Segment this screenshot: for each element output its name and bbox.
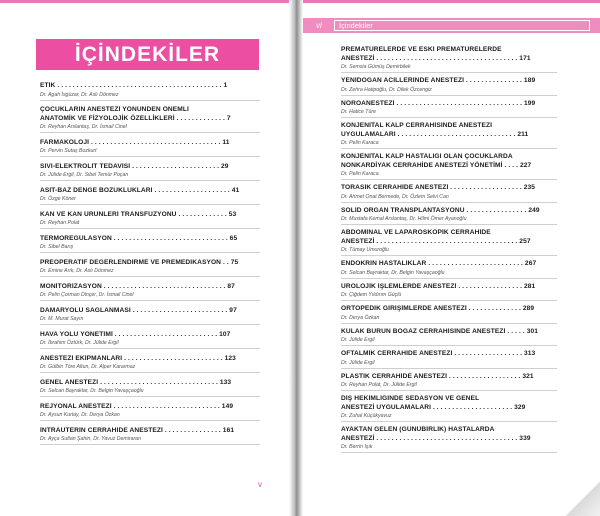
title-banner	[36, 39, 259, 70]
toc-entry-divider	[40, 180, 260, 181]
toc-entry[interactable]	[40, 283, 260, 302]
toc-entry-authors: Dr. Emine Arık, Dr. Aslı Dönmez	[40, 268, 114, 274]
toc-entry-authors: Dr. Ayça Sultan Şahin, Dr. Yavuz Demiraran	[40, 436, 141, 442]
toc-entry-title: KULAK BURUN BOĞAZ CERRAHİSİNDE ANESTEZİ . . . . . 301	[341, 327, 539, 335]
toc-entry-authors: Dr. Selcan Bayraktar, Dr. Belgin Yavaşçaoğlu	[341, 269, 445, 276]
toc-entry-divider	[341, 278, 557, 279]
toc-entry-authors: Dr. Jülide Ergil	[341, 359, 375, 366]
toc-entry-divider	[341, 368, 557, 369]
toc-entry-divider	[341, 202, 557, 203]
toc-entry-divider	[341, 345, 557, 346]
page-title: İÇİNDEKİLER	[74, 42, 221, 66]
toc-entry-authors: Dr. Derya Özkan	[341, 314, 380, 321]
toc-entry-divider	[40, 420, 260, 421]
toc-entry-authors: Dr. Aysun Kurtay, Dr. Derya Özkan	[40, 412, 120, 418]
toc-entry-title: PLASTİK CERRAHİDE ANESTEZİ . . . . . . . . . . . . . . . . . . . 321	[341, 372, 534, 380]
toc-entry-divider	[40, 396, 260, 397]
toc-entry-title: KAN VE KAN ÜRÜNLERİ TRANSFÜZYONU . . . . . . . . . . . . . 53	[40, 210, 237, 218]
toc-entry-authors: Dr. Mustafa Kemal Arslantaş, Dr. Hilmi Ömer Ayanoğlu	[341, 216, 467, 222]
toc-entry-authors: Dr. Pelin Karaca	[341, 171, 379, 177]
toc-entry-divider	[341, 323, 557, 324]
toc-entry-divider	[341, 224, 557, 225]
toc-entry-divider	[40, 324, 260, 325]
toc-entry-title: PREOPERATİF DEĞERLENDİRME VE PREMEDİKASYON . . 75	[40, 258, 239, 266]
toc-entry-divider	[341, 72, 557, 73]
left-page-number: v	[258, 480, 262, 489]
book-spine	[289, 0, 303, 516]
toc-entry-title: GENEL ANESTEZİ . . . . . . . . . . . . . . . . . . . . . . . . . . . . . . . 133	[40, 378, 232, 386]
toc-entry[interactable]	[40, 82, 260, 101]
toc-entry-authors: Dr. Pelin Karaca	[341, 140, 379, 146]
toc-entry-title: ETİK . . . . . . . . . . . . . . . . . . . . . . . . . . . . . . . . . . . . . . . . . . . 1	[40, 82, 228, 89]
toc-entry-authors: Dr. Pelin Çorman Dinçer, Dr. İsmail Cinel	[40, 292, 134, 298]
toc-entry-divider	[341, 95, 557, 96]
toc-entry-divider	[40, 132, 260, 133]
toc-entry-authors: Dr. M. Murat Sayın	[40, 316, 84, 322]
toc-entry-divider	[341, 117, 557, 118]
toc-entry[interactable]	[40, 355, 260, 374]
toc-entry[interactable]	[40, 307, 260, 326]
toc-entry-authors: Dr. Reyhan Polat	[40, 220, 80, 226]
running-header-title: İçindekiler	[339, 21, 373, 30]
toc-entry[interactable]	[341, 184, 557, 203]
right-top-strip	[303, 0, 600, 3]
toc-entry-divider	[40, 300, 260, 301]
toc-entry[interactable]	[341, 122, 557, 149]
toc-entry-title: SIVI-ELEKTROLİT TEDAVİSİ . . . . . . . . . . . . . . . . . . . . . . . 29	[40, 162, 229, 170]
toc-entry-title: KONJENİTAL KALP CERRAHİSİNDE ANESTEZİ UYGULAMALARI . . . . . . . . . . . . . . . . . . . . . . . . . . . . . . . 211	[341, 122, 529, 138]
toc-entry[interactable]	[341, 260, 557, 279]
toc-entry[interactable]	[40, 379, 260, 398]
toc-entry-authors: Dr. Sibel Barış	[40, 244, 74, 250]
right-page	[303, 0, 600, 516]
toc-entry-divider	[40, 348, 260, 349]
toc-entry-divider	[40, 228, 260, 229]
toc-entry-authors: Dr. Pervin Sutaş Bozkurt	[40, 148, 97, 154]
toc-entry-title: NÖROANESTEZİ . . . . . . . . . . . . . . . . . . . . . . . . . . . . . . . . . 199	[341, 99, 536, 107]
toc-entry[interactable]	[341, 305, 557, 324]
toc-entry-title: ANESTEZİ EKİPMANLARI . . . . . . . . . . . . . . . . . . . . . . . . . . 123	[40, 354, 236, 362]
toc-entry[interactable]	[341, 229, 557, 256]
toc-entry-title: YENİDOĞAN ACİLLERİNDE ANESTEZİ . . . . . . . . . . . . . . . 189	[341, 77, 536, 84]
toc-entry-authors: Dr. Reyhan Polat, Dr. Jülide Ergil	[341, 382, 417, 388]
toc-entry-authors: Dr. Çiğdem Yıldırım Güçlü	[341, 292, 402, 298]
toc-entry-title: DAMARYOLU SAĞLANMASI . . . . . . . . . . . . . . . . . . . . . . . . . 97	[40, 306, 237, 314]
toc-entry-title: FARMAKOLOJİ . . . . . . . . . . . . . . . . . . . . . . . . . . . . . . . . . . 11	[40, 138, 230, 146]
toc-entry[interactable]	[341, 328, 557, 347]
toc-entry-divider	[341, 148, 557, 149]
toc-entry-authors: Dr. Ahmet Onat Bermede, Dr. Özlem Selvi Can	[341, 193, 449, 200]
toc-entry-title: REJYONAL ANESTEZİ . . . . . . . . . . . . . . . . . . . . . . . . . . . . 149	[40, 402, 234, 410]
toc-entry-divider	[341, 179, 557, 180]
toc-entry[interactable]	[341, 395, 557, 422]
toc-entry-authors: Dr. Jülide Ergil, Dr. Sibel Temür Poçan	[40, 172, 129, 178]
toc-entry[interactable]	[40, 139, 260, 158]
toc-entry[interactable]	[40, 163, 260, 182]
toc-left-list	[40, 82, 260, 451]
toc-entry[interactable]	[40, 106, 260, 133]
toc-entry-divider	[341, 452, 557, 453]
toc-entry-title: ASİT-BAZ DENGE BOZUKLUKLARI . . . . . . . . . . . . . . . . . . . . 41	[40, 186, 240, 194]
toc-entry[interactable]	[341, 207, 557, 226]
toc-entry[interactable]	[341, 46, 557, 73]
toc-entry-divider	[40, 156, 260, 157]
toc-entry-title: TORASİK CERRAHİDE ANESTEZİ . . . . . . . . . . . . . . . . . . . 235	[341, 184, 536, 191]
toc-entry-authors: Dr. Agah İsgüzar, Dr. Aslı Dönmez	[40, 91, 119, 98]
toc-entry-divider	[341, 255, 557, 256]
toc-entry-divider	[40, 204, 260, 205]
toc-entry[interactable]	[341, 426, 557, 453]
toc-entry-authors: Dr. Semsia Gümüş Demirbilek	[341, 64, 411, 70]
left-top-strip	[0, 0, 289, 3]
toc-entry-authors: Dr. Reyhan Arslantaş, Dr. İsmail Cinel	[40, 124, 127, 130]
toc-entry-title: ORTOPEDİK GİRİŞİMLERDE ANESTEZİ . . . . . . . . . . . . . . 289	[341, 305, 535, 312]
toc-entry-title: TERMOREGÜLASYON . . . . . . . . . . . . . . . . . . . . . . . . . . . . . . 65	[40, 234, 238, 242]
toc-entry-divider	[40, 100, 260, 101]
toc-entry-title: DİŞ HEKİMLİĞİNDE SEDASYON VE GENEL ANESTEZİ UYGULAMALARI . . . . . . . . . . . . . . . . . . . . . 329	[341, 395, 526, 411]
toc-entry[interactable]	[341, 100, 557, 119]
toc-entry-divider	[341, 390, 557, 391]
toc-entry-title: KONJENİTAL KALP HASTALIĞI OLAN ÇOCUKLARDA NONKARDİYAK CERRAHİDE ANESTEZİ YÖNETİMİ . . . . 227	[341, 153, 532, 169]
toc-entry-title: SOLİD ORGAN TRANSPLANTASYONU . . . . . . . . . . . . . . . . 249	[341, 206, 540, 214]
toc-right-list	[341, 46, 557, 457]
running-header	[303, 18, 600, 33]
toc-entry[interactable]	[341, 153, 557, 180]
toc-entry-title: PREMATÜRELERDE VE ESKİ PREMATÜRELERDE ANESTEZİ . . . . . . . . . . . . . . . . . . . . . . . . . . . . . . . . . . . . . 171	[341, 46, 531, 62]
toc-entry-authors: Dr. Zuhal Küçükyavuz	[341, 413, 392, 419]
toc-entry-authors: Dr. Selcan Bayraktar, Dr. Belgin Yavaşçaoğlu	[40, 388, 144, 394]
toc-entry-divider	[40, 372, 260, 373]
toc-entry-title: ÇOCUKLARIN ANESTEZİ YÖNÜNDEN ÖNEMLİ ANATOMİK VE FİZYOLOJİK ÖZELLİKLERİ . . . . . . . . . . . . . 7	[40, 106, 231, 122]
toc-entry-authors: Dr. Jülide Ergil	[341, 337, 375, 343]
toc-entry[interactable]	[40, 211, 260, 230]
toc-entry[interactable]	[40, 235, 260, 254]
toc-entry-title: ABDOMİNAL VE LAPAROSKOPİK CERRAHİDE ANESTEZİ . . . . . . . . . . . . . . . . . . . . . . . . . . . . . . . . . . . . . 257	[341, 229, 531, 245]
toc-entry[interactable]	[341, 350, 557, 369]
toc-entry[interactable]	[341, 283, 557, 302]
left-page	[0, 0, 289, 516]
toc-entry-title: ENDOKRİN HASTALIKLAR . . . . . . . . . . . . . . . . . . . . . . . . . 267	[341, 260, 537, 267]
toc-entry-divider	[40, 276, 260, 277]
toc-entry-authors: Dr. Berrin Işık	[341, 444, 373, 450]
toc-entry-authors: Dr. Zehra Hatipoğlu, Dr. Dilek Özcengiz	[341, 86, 432, 93]
toc-entry-divider	[341, 300, 557, 301]
toc-entry-title: İNTRAUTERİN CERRAHİDE ANESTEZİ . . . . . . . . . . . . . . . 161	[40, 426, 235, 434]
toc-entry-title: HAVA YOLU YÖNETİMİ . . . . . . . . . . . . . . . . . . . . . . . . . . . 107	[40, 330, 231, 338]
toc-entry-authors: Dr. Özge Köner	[40, 196, 76, 202]
toc-entry[interactable]	[341, 77, 557, 96]
toc-entry[interactable]	[40, 427, 260, 446]
toc-entry[interactable]	[40, 187, 260, 206]
toc-entry-title: AYAKTAN GELEN (GÜNÜBİRLİK) HASTALARDA ANESTEZİ . . . . . . . . . . . . . . . . . . . . . . . . . . . . . . . . . . . . . 339	[341, 426, 531, 442]
toc-entry[interactable]	[40, 259, 260, 278]
right-page-number: vi	[316, 21, 322, 30]
toc-entry-authors: Dr. Hatice Türe	[341, 109, 376, 115]
toc-entry[interactable]	[40, 403, 260, 422]
toc-entry-divider	[40, 444, 260, 445]
toc-entry-authors: Dr. Gülbin Töre Altun, Dr. Alper Kararmaz	[40, 364, 136, 370]
toc-entry[interactable]	[341, 373, 557, 392]
toc-entry-divider	[341, 421, 557, 422]
toc-entry-title: MONİTÖRİZASYON . . . . . . . . . . . . . . . . . . . . . . . . . . . . . . . . 87	[40, 282, 235, 290]
toc-entry-authors: Dr. Tümay Umuroğlu	[341, 247, 389, 253]
toc-entry-authors: Dr. İbrahim Öztürk, Dr. Jülide Ergil	[40, 340, 119, 346]
toc-entry-title: ÜROLOJİK İŞLEMLERDE ANESTEZİ . . . . . . . . . . . . . . . . . 281	[341, 282, 536, 290]
toc-entry[interactable]	[40, 331, 260, 350]
page-curl	[566, 482, 600, 516]
toc-entry-divider	[40, 252, 260, 253]
running-header-box	[334, 20, 590, 31]
toc-entry-title: OFTALMİK CERRAHİDE ANESTEZİ . . . . . . . . . . . . . . . . . . 313	[341, 350, 536, 357]
